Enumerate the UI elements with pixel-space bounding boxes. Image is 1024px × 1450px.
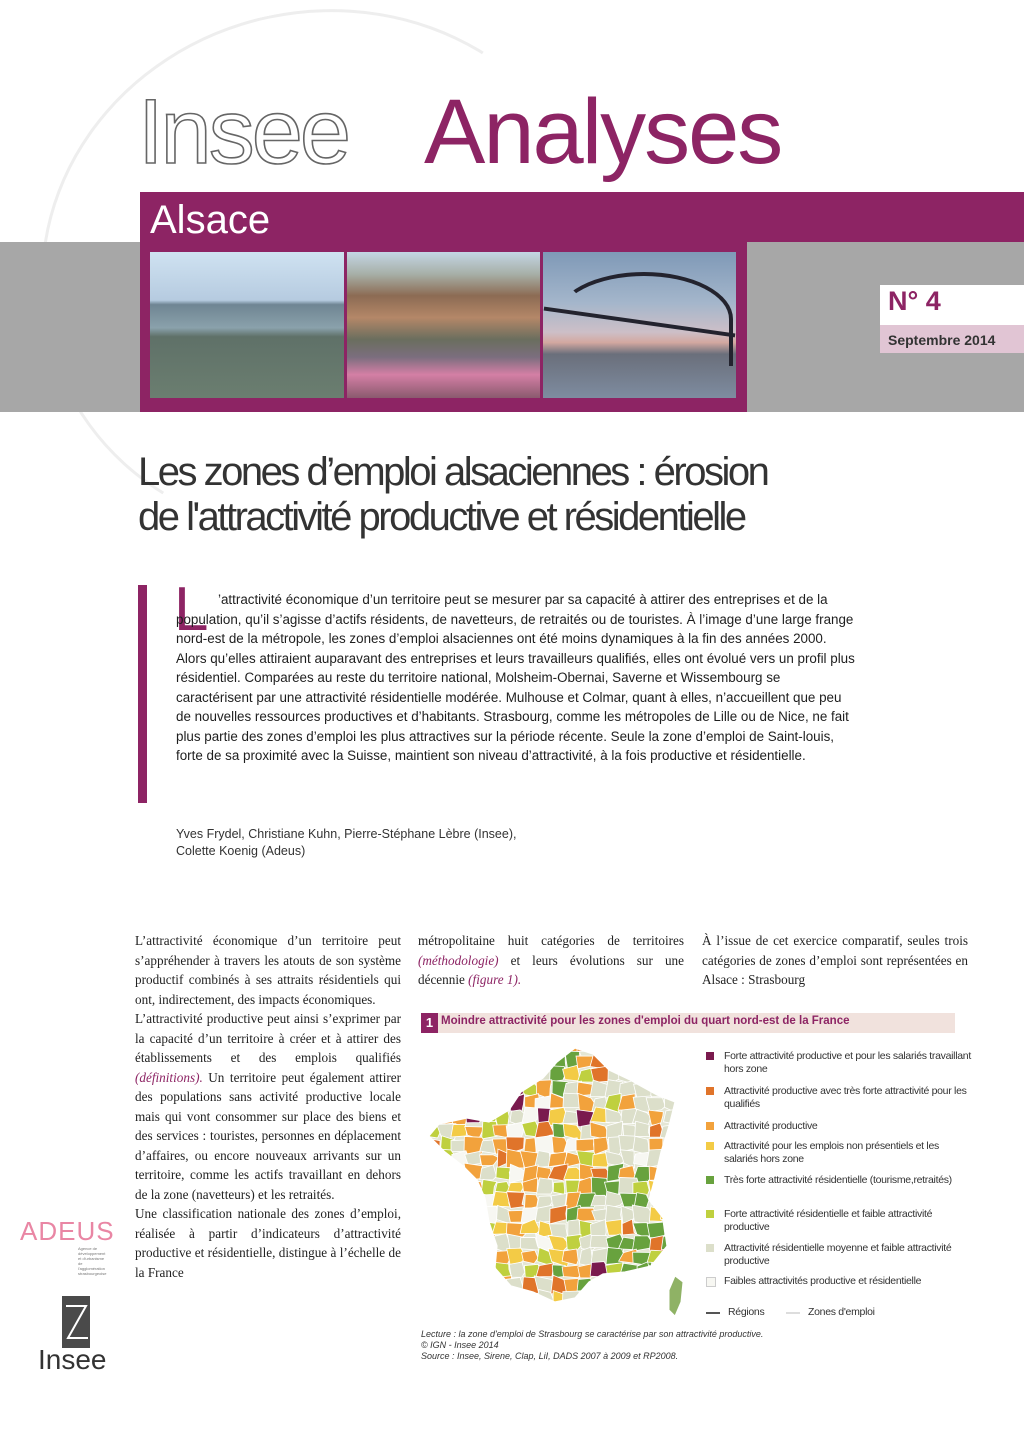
map-zone — [676, 1149, 696, 1164]
map-zone — [563, 1304, 579, 1320]
map-zone — [479, 1040, 496, 1054]
map-zone — [478, 1280, 496, 1290]
map-zone — [437, 1234, 456, 1248]
figure-note-source: Source : Insee, Sirene, Clap, LiI, DADS 2007 à 2009 et RP2008. — [421, 1351, 679, 1361]
map-zone — [425, 1122, 440, 1138]
map-zone — [467, 1303, 482, 1320]
legend-swatch — [706, 1277, 716, 1287]
map-zone — [662, 1040, 680, 1053]
map-zone — [465, 1084, 483, 1098]
map-zone — [452, 1208, 470, 1221]
map-zone — [676, 1234, 696, 1252]
body-paragraph — [135, 1009, 401, 1204]
map-zone — [438, 1193, 458, 1210]
legend-label: Attractivité productive — [724, 1120, 818, 1132]
map-zone — [646, 1290, 666, 1307]
map-zone — [647, 1250, 668, 1263]
map-zone — [492, 1291, 512, 1305]
insee-logo-icon — [62, 1296, 90, 1348]
body-paragraph: À l’issue de cet exercice comparatif, seules trois catégories de zones d’emploi sont représentées en Alsace : Strasbourg — [702, 933, 968, 987]
legend-label: Attractivité productive avec très forte attractivité pour les qualifiés — [724, 1085, 967, 1110]
map-zone — [425, 1113, 440, 1126]
legend-swatch — [706, 1122, 714, 1130]
map-zone — [425, 1277, 443, 1292]
map-zone — [426, 1306, 444, 1320]
link-figure-1[interactable]: (figure 1). — [468, 972, 522, 987]
map-zone — [620, 1040, 637, 1056]
map-zone — [604, 1053, 623, 1068]
map-zone — [492, 1040, 513, 1056]
abstract-bar — [138, 585, 147, 803]
map-zone — [675, 1070, 691, 1083]
map-zones — [425, 1040, 705, 1330]
map-zone — [425, 1238, 441, 1248]
headline-line-2: de l'attractivité productive et résidentielle — [138, 495, 745, 539]
map-zone — [520, 1305, 538, 1322]
header-region-band — [140, 192, 1024, 242]
adeus-logo-subtitle: Agence de développement et d'urbanisme de l'agglomération strasbourgeoise — [78, 1246, 107, 1276]
map-zone — [466, 1191, 485, 1209]
map-zone — [537, 1178, 553, 1194]
map-zone — [522, 1054, 541, 1071]
map-zone — [633, 1053, 652, 1071]
map-zone — [506, 1291, 525, 1307]
map-zone — [438, 1083, 458, 1097]
map-zone — [479, 1094, 495, 1109]
map-zone — [576, 1139, 594, 1152]
map-zone — [425, 1098, 442, 1108]
map-zone — [425, 1040, 441, 1055]
legend-label: Attractivité résidentielle moyenne et faible attractivité productive — [724, 1242, 952, 1267]
legend-swatch — [706, 1052, 714, 1060]
body-paragraph: Une classification nationale des zones d’emploi, réalisée à partir d’indicateurs d’attractivité productive et résidentielle, distingue à l’échelle de la France — [135, 1206, 401, 1280]
map-zone — [549, 1052, 566, 1067]
headline — [138, 450, 898, 540]
map-zone — [465, 1247, 484, 1266]
photo-european-parliament — [150, 252, 344, 398]
issue-date: Septembre 2014 — [888, 332, 996, 348]
legend-swatch — [706, 1087, 714, 1095]
headline-line-1: Les zones d’emploi alsaciennes : érosion — [138, 450, 768, 494]
map-zone — [464, 1093, 483, 1112]
legend-swatch — [706, 1210, 714, 1218]
map-zone — [675, 1191, 695, 1209]
map-zone — [437, 1097, 455, 1111]
map-zone — [450, 1275, 467, 1290]
map-zone — [452, 1051, 471, 1066]
map-zone — [646, 1041, 664, 1056]
map-zone — [535, 1135, 554, 1153]
body-text: et leurs évolutions sur une décennie — [418, 952, 684, 987]
map-zone — [438, 1180, 457, 1197]
map-zone — [509, 1262, 525, 1277]
map-zone — [506, 1303, 527, 1322]
map-zone — [679, 1052, 693, 1069]
region-title: Alsace — [150, 198, 271, 242]
map-zone — [678, 1165, 693, 1182]
map-zone — [465, 1234, 484, 1251]
map-zone — [509, 1040, 525, 1057]
legend-label: Forte attractivité résidentielle et faible attractivité productive — [724, 1208, 933, 1233]
map-zone — [506, 1277, 523, 1292]
authors — [176, 826, 676, 860]
map-zone — [548, 1307, 567, 1322]
map-zone — [593, 1305, 609, 1321]
legend-swatch — [706, 1176, 714, 1184]
map-zone — [674, 1178, 694, 1196]
map-zone — [426, 1293, 441, 1309]
map-zone — [451, 1124, 467, 1137]
map-zone — [450, 1293, 469, 1307]
bridge-arch-shape — [555, 272, 733, 366]
map-zone — [592, 1290, 611, 1305]
map-zone — [577, 1307, 595, 1321]
body-text: L’attractivité productive peut ainsi s’exprimer par la capacité d’un territoire à créer et à attirer des établissements et des emplois qualifiés — [135, 1011, 401, 1065]
map-zone — [468, 1208, 483, 1224]
map-zone — [452, 1040, 468, 1055]
brand-analyses: Analyses — [424, 81, 782, 183]
map-zone — [535, 1307, 552, 1321]
map-zone — [619, 1291, 634, 1307]
map-zone — [632, 1277, 651, 1295]
abstract-dropcap: L — [174, 575, 209, 644]
map-zone — [591, 1040, 609, 1054]
link-definitions[interactable]: (définitions). — [135, 1069, 203, 1085]
map-zone — [676, 1249, 692, 1263]
map-zone — [452, 1234, 468, 1251]
map-zone — [425, 1262, 442, 1280]
legend-label: Forte attractivité productive et pour les salariés travaillant hors zone — [724, 1050, 971, 1075]
map-zone — [664, 1180, 677, 1196]
map-zone — [675, 1094, 694, 1113]
map-zone — [438, 1164, 456, 1181]
map-zone — [437, 1066, 455, 1084]
legend-label: Attractivité pour les emplois non présentiels et les salariés hors zone — [724, 1140, 939, 1165]
map-zone — [425, 1066, 442, 1081]
photo-petite-france — [347, 252, 540, 398]
body-column-3 — [702, 931, 968, 990]
abstract-text: ’attractivité économique d’un territoire peut se mesurer par sa capacité à attirer des entreprises et de la population, qu’il s’agisse d’actifs résidents, de navetteurs, de retraités ou de touristes. À l’image d’une large frange nord-est de la métropole, les zones d’emploi alsaciennes ont été moins dynamiques à la fin des années 2000. Alors qu’elles attiraient auparavant des entreprises et leurs travailleurs qualifiés, elles ont évolué vers un profil plus résidentiel. Comparées au reste du territoire national, Molsheim-Obernai, Saverne et Wissembourg se caractérisent par une attractivité résidentielle modérée. Mulhouse et Colmar, quant à elles, n’accueillent que peu de nouvelles ressources productives et d’habitants. Strasbourg, comme les métropoles de Lille ou de Nice, ne fait plus partie des zones d’emploi les plus attractives sur la période récente. Seule la zone d’emploi de Saint-louis, forte de sa proximité avec la Suisse, maintient son niveau d’attractivité, à la fois productive et résidentielle. — [176, 592, 855, 763]
map-zone — [436, 1209, 455, 1222]
map-zone — [606, 1040, 625, 1052]
corsica — [669, 1276, 683, 1316]
figure-note-copyright: © IGN - Insee 2014 — [421, 1340, 499, 1350]
map-zone — [620, 1303, 638, 1320]
map-zone — [534, 1053, 555, 1066]
map-zone — [465, 1276, 484, 1289]
map-zone — [648, 1055, 664, 1067]
issue-number: N° 4 — [888, 286, 941, 316]
map-zone — [493, 1082, 514, 1099]
map-zone — [453, 1094, 468, 1113]
map-zone — [466, 1221, 483, 1238]
map-zone — [441, 1247, 455, 1266]
map-zone — [677, 1040, 694, 1055]
map-zone — [464, 1040, 481, 1057]
map-zone — [606, 1263, 623, 1279]
authors-line-2: Colette Koenig (Adeus) — [176, 844, 306, 858]
map-zone — [494, 1052, 512, 1069]
map-zone — [677, 1205, 692, 1220]
legend-swatch — [706, 1142, 714, 1150]
map-zone — [436, 1278, 452, 1291]
map-zone — [676, 1080, 695, 1098]
map-zone — [479, 1293, 498, 1304]
map-zone — [665, 1153, 677, 1169]
map-zone — [662, 1262, 680, 1279]
map-zone — [647, 1305, 663, 1321]
map-zone — [452, 1308, 469, 1320]
map-zone — [438, 1305, 456, 1318]
authors-line-1: Yves Frydel, Christiane Kuhn, Pierre-Stéphane Lèbre (Insee), — [176, 827, 517, 841]
map-zone — [425, 1080, 443, 1097]
legend-zones-label: Zones d'emploi — [808, 1306, 875, 1318]
map-zone — [425, 1165, 443, 1180]
regions-line-icon — [706, 1312, 720, 1314]
map-zone — [425, 1052, 443, 1066]
map-zone — [636, 1305, 650, 1321]
map-zone — [674, 1138, 692, 1152]
map-zone — [507, 1053, 526, 1067]
map-zone — [675, 1220, 694, 1236]
map-zone — [506, 1067, 526, 1084]
map-zone — [651, 1079, 666, 1097]
map-zone — [523, 1066, 538, 1084]
map-zone — [606, 1276, 625, 1290]
map-zone — [451, 1192, 468, 1209]
figure-number: 1 — [421, 1013, 438, 1033]
map-zone — [437, 1219, 456, 1235]
legend-label: Faibles attractivités productive et résidentielle — [724, 1275, 922, 1287]
body-paragraph — [418, 931, 684, 990]
map-zone — [539, 1040, 554, 1055]
map-zone — [605, 1293, 624, 1305]
map-zone — [479, 1081, 499, 1094]
map-zone — [522, 1250, 539, 1263]
map-zone — [466, 1052, 485, 1069]
insee-logo: Insee — [38, 1344, 107, 1375]
body-column-2 — [418, 931, 684, 990]
map-zone — [605, 1306, 621, 1318]
map-zone — [662, 1195, 679, 1208]
map-zone — [664, 1248, 678, 1264]
map-zone — [440, 1262, 453, 1281]
map-zone — [425, 1207, 442, 1224]
map-zone — [605, 1219, 621, 1235]
body-paragraph: L’attractivité économique d’un territoire peut s’appréhender à travers les atouts de son système productif combinés à ses attraits résidentiels qui ont, indirectement, des impacts économiques. — [135, 933, 401, 1007]
map-zone — [452, 1180, 469, 1194]
map-zone — [425, 1150, 441, 1168]
map-zone — [524, 1194, 538, 1209]
map-zone — [553, 1182, 564, 1194]
map-zone — [450, 1220, 469, 1237]
map-zone — [438, 1292, 458, 1307]
figure-title: Moindre attractivité pour les zones d'emploi du quart nord-est de la France — [441, 1015, 850, 1027]
map-zone — [425, 1219, 441, 1236]
figure-note-lecture: Lecture : la zone d'emploi de Strasbourg se caractérise par son attractivité productive. — [421, 1329, 764, 1339]
map-zone — [646, 1149, 666, 1168]
map-zone — [648, 1066, 667, 1084]
figure-notes — [421, 1329, 921, 1362]
map-zone — [621, 1275, 639, 1293]
map-zone — [465, 1264, 483, 1277]
map-zone — [593, 1278, 608, 1294]
map-zone — [425, 1177, 442, 1193]
body-text: Un territoire peut également attirer des populations sans activité productive locale mais qui vont consommer sur place des biens et des services : touristes, personnes en déplacement d’affaires, ou encore nouveaux arrivants sur un territoire, comme les actifs travaillant en dehors de la zone (navetteurs) et les retraités. — [135, 1069, 401, 1202]
map-zone — [648, 1278, 667, 1292]
map-zone — [508, 1182, 524, 1192]
map-zone — [638, 1040, 652, 1055]
france-map — [425, 1040, 705, 1330]
map-zone — [663, 1053, 679, 1070]
map-zone — [466, 1065, 482, 1082]
map-zone — [437, 1040, 456, 1054]
map-zone — [425, 1191, 439, 1209]
body-text: métropolitaine huit catégories de territoires — [418, 933, 684, 948]
zones-line-icon — [786, 1312, 800, 1314]
map-zone — [662, 1163, 680, 1182]
link-methodologie[interactable]: (méthodologie) — [418, 952, 499, 968]
map-zone — [496, 1307, 511, 1322]
brand-insee: Insee — [138, 81, 349, 183]
map-zone — [677, 1121, 693, 1140]
map-zone — [661, 1236, 679, 1250]
map-zone — [493, 1067, 512, 1084]
map-zone — [437, 1051, 457, 1070]
map-zone — [450, 1263, 468, 1279]
map-zone — [549, 1040, 568, 1056]
map-zone — [467, 1293, 484, 1309]
map-zone — [450, 1066, 469, 1083]
map-zone — [479, 1307, 495, 1319]
map-zone — [635, 1292, 651, 1306]
map-zone — [661, 1067, 680, 1083]
adeus-logo: ADEUS — [20, 1216, 115, 1246]
map-zone — [481, 1065, 498, 1084]
map-zone — [619, 1053, 636, 1069]
legend-regions-label: Régions — [728, 1306, 765, 1318]
body-column-1 — [135, 931, 401, 1282]
map-zone — [676, 1109, 696, 1125]
map-zone — [425, 1251, 440, 1266]
map-zone — [455, 1080, 468, 1097]
map-zone — [524, 1040, 538, 1055]
legend-label: Très forte attractivité résidentielle (tourisme,retraités) — [724, 1174, 952, 1186]
map-zone — [451, 1253, 469, 1266]
legend-swatch — [706, 1244, 714, 1252]
map-zone — [661, 1080, 677, 1095]
map-zone — [637, 1068, 649, 1083]
map-zone — [479, 1055, 496, 1068]
map-zone — [632, 1205, 651, 1225]
